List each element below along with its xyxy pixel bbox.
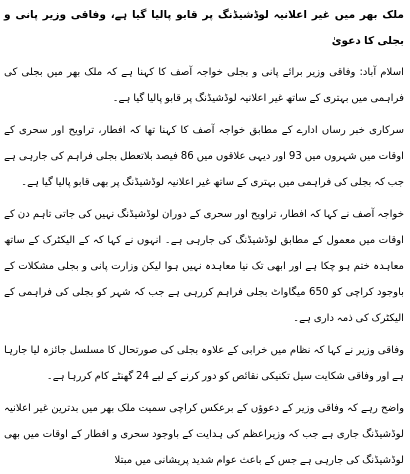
article-headline: ملک بھر میں غیر اعلانیہ لوڈشیڈنگ پر قابو پالیا گیا ہے، وفاقی وزیر پانی و بجلی کا دعویٰ	[4, 9, 404, 47]
paragraph-complaint-cell: وفاقی وزیر نے کہا کہ نظام میں خرابی کے علاوہ بجلی کی صورتحال کا مسلسل جائزہ لیا جارہا ہے اور وفاقی شکایت سیل تکنیکی نقائص کو دور کرنے کے لیے 24 گھنٹے کام کررہا ہے۔	[4, 345, 404, 382]
paragraph-karachi-supply: خواجہ آصف نے کہا کہ افطار، تراویح اور سحری کے دوران لوڈشیڈنگ نہیں کی جاتی تاہم دن کے اوقات میں معمول کے مطابق لوڈشیڈنگ کی جارہی ہے۔ انہوں نے کہا کہ کے الیکٹرک کے ساتھ معاہدہ ختم ہو چکا ہے اور ابھی تک نیا معاہدہ نہیں ہوا لیکن وزارت پانی و بجلی مشکلات کے باوجود کراچی کو 650 میگاواٹ بجلی فراہم کررہی ہے جب کہ شہر کو بجلی کی فراہمی کے الیکٹرک کی ذمہ داری ہے۔	[4, 209, 405, 324]
paragraph-intro: اسلام آباد: وفاقی وزیر برائے پانی و بجلی خواجہ آصف کا کہنا ہے کہ ملک بھر میں بجلی کی فراہمی میں بہتری کے ساتھ غیر اعلانیہ لوڈشیڈنگ پر قابو پالیا گیا ہے۔	[4, 67, 404, 104]
paragraph-supply-stats: سرکاری خبر رساں ادارے کے مطابق خواجہ آصف کا کہنا تھا کہ افطار، تراویح اور سحری کے اوقات میں شہروں میں 93 اور دیہی علاقوں میں 86 فیصد بلاتعطل بجلی فراہم کی جارہی ہے جب کہ بجلی کی فراہمی میں بہتری کے ساتھ غیر اعلانیہ لوڈشیڈنگ پر بھی قابو پالیا گیا ہے۔	[4, 125, 404, 188]
paragraph-contrast: واضح رہے کہ وفاقی وزیر کے دعوؤں کے برعکس کراچی سمیت ملک بھر میں بدترین غیر اعلانیہ لوڈشیڈنگ جاری ہے جب کہ وزیراعظم کی ہدایت کے باوجود سحری و افطار کے اوقات میں بھی لوڈشیڈنگ کی جارہی ہے جس کے باعث عوام شدید پریشانی میں مبتلا	[4, 403, 404, 466]
